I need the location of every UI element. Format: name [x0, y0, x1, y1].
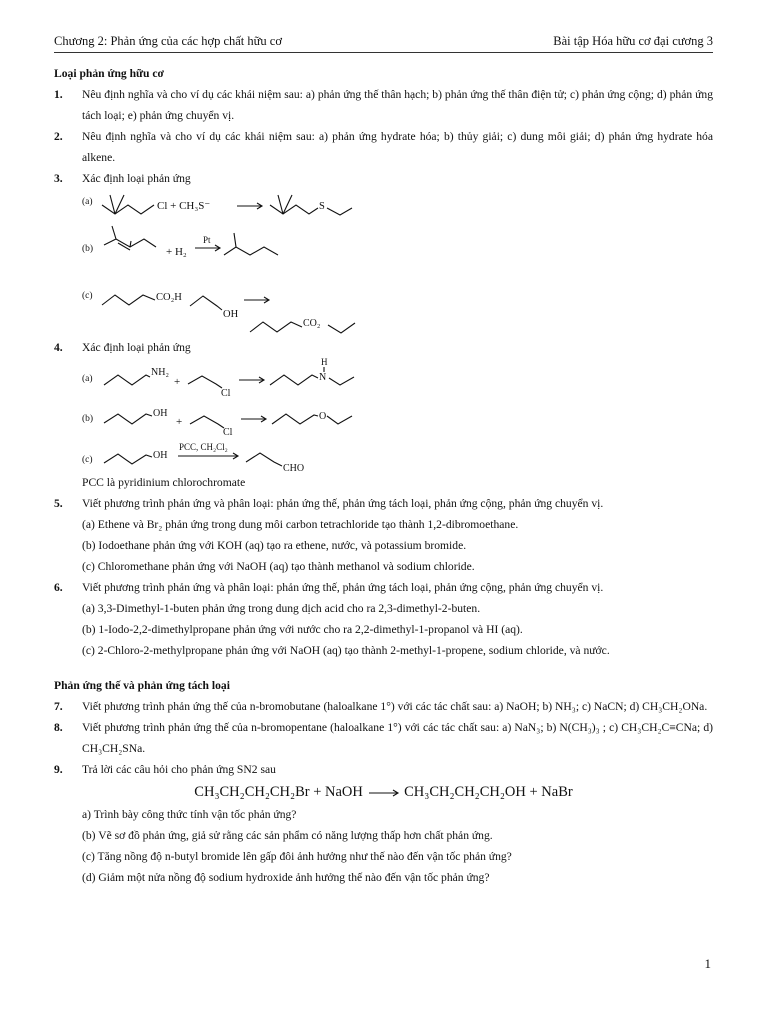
scheme-3b-alkane: [224, 247, 278, 255]
section-title-reaction-types: Loại phản ứng hữu cơ: [54, 67, 164, 80]
scheme-4b-chloride: [190, 416, 224, 428]
scheme-4b-oxygen: O: [319, 411, 327, 422]
header-course: Bài tập Hóa hữu cơ đại cương 3: [553, 34, 713, 48]
question-6: [54, 577, 713, 598]
scheme-3c-acid-group: CO₂H: [156, 292, 182, 303]
scheme-4b-chlorine: Cl: [223, 427, 233, 438]
scheme-4b-hydroxyl: OH: [153, 408, 168, 419]
question-number: 8.: [54, 721, 63, 734]
scheme-3c-ester-group: CO₂: [303, 318, 321, 329]
question-8: [54, 717, 713, 759]
scheme-3b-catalyst: Pt: [203, 235, 211, 245]
scheme-4b-ether: [272, 414, 318, 424]
document-body: [54, 63, 713, 888]
scheme-3b-label: (b): [82, 244, 94, 254]
pcc-note: PCC là pyridinium chlorochromate: [82, 476, 246, 489]
question-9: [54, 759, 713, 780]
equation-arrow: [367, 788, 401, 798]
question-text: Viết phương trình phản ứng thế của n-bromopentane (haloalkane 1°) với các tác chất sau: a) NaN₃; b) N(CH₃)₃ ; c) CH₃CH₂C≡CNa; d) CH₃CH₂SNa.: [82, 721, 713, 755]
question-number: 2.: [54, 130, 63, 143]
reaction-scheme-3-drawing: [82, 189, 382, 337]
question-6-part-c: (c) 2-Chloro-2-methylpropane phản ứng với NaOH (aq) tạo thành 2-methyl-1-propene, sodium chloride, và nước.: [82, 644, 610, 657]
equation-reactants: CH₃CH₂CH₂CH₂Br + NaOH: [194, 784, 363, 800]
question-7: [54, 696, 713, 717]
scheme-4a-amine: [104, 375, 150, 385]
question-2: [54, 126, 713, 168]
question-number: 9.: [54, 763, 63, 776]
scheme-3a-sulfur: S: [319, 201, 325, 212]
question-1: [54, 84, 713, 126]
scheme-4a-plus: +: [174, 376, 181, 388]
page-header: [54, 34, 713, 53]
scheme-4c-alcohol: [104, 454, 152, 464]
question-6-part-b: (b) 1-Iodo-2,2-dimethylpropane phản ứng với nước cho ra 2,2-dimethyl-1-propanol và HI (aq).: [82, 623, 523, 636]
question-number: 3.: [54, 172, 63, 185]
question-text: Nêu định nghĩa và cho ví dụ các khái niệm sau: a) phản ứng hydrate hóa; b) thủy giải; c) dung môi giải; d) phản ứng hydrate hóa alkene.: [82, 130, 713, 164]
scheme-4a-chlorine: Cl: [221, 388, 231, 399]
question-number: 6.: [54, 581, 63, 594]
scheme-4b-label: (b): [82, 414, 94, 424]
scheme-4a-nitrogen: N: [319, 372, 327, 383]
scheme-3c-acid: [102, 295, 155, 305]
question-9-part-d: (d) Giảm một nửa nồng độ sodium hydroxide ảnh hưởng thế nào đến vận tốc phản ứng?: [82, 871, 490, 884]
scheme-4a-amino: NH₂: [151, 367, 169, 378]
question-text: Trả lời các câu hỏi cho phản ứng SN2 sau: [82, 763, 276, 776]
question-9-part-c: (c) Tăng nồng độ n-butyl bromide lên gấp đôi ảnh hưởng như thế nào đến vận tốc phản ứng?: [82, 850, 512, 863]
question-5-part-c: (c) Chloromethane phản ứng với NaOH (aq) tạo thành methanol và sodium chloride.: [82, 560, 475, 573]
question-5: [54, 493, 713, 514]
question-4: [54, 337, 713, 358]
scheme-4b-alcohol: [104, 414, 152, 424]
question-text: Viết phương trình phản ứng và phân loại: phản ứng thế, phản ứng tách loại, phản ứng cộng, phản ứng chuyển vị.: [82, 497, 604, 510]
question-5-part-b: (b) Iodoethane phản ứng với KOH (aq) tạo ra ethene, nước, và potassium bromide.: [82, 539, 467, 552]
scheme-4a-label: (a): [82, 374, 93, 384]
scheme-3c-ester: [250, 322, 302, 332]
scheme-4b-plus: +: [176, 416, 183, 428]
header-chapter: Chương 2: Phản ứng của các hợp chất hữu cơ: [54, 34, 282, 48]
question-text: Viết phương trình phản ứng và phân loại: phản ứng thế, phản ứng tách loại, phản ứng cộng, phản ứng chuyển vị.: [82, 581, 604, 594]
scheme-3c-label: (c): [82, 291, 93, 301]
question-text: Nêu định nghĩa và cho ví dụ các khái niệm sau: a) phản ứng thế thân hạch; b) phản ứng thế thân điện tử; c) phản ứng cộng; d) phản ứng tách loại; e) phản ứng chuyển vị.: [82, 88, 713, 122]
question-text: Viết phương trình phản ứng thế của n-bromobutane (haloalkane 1°) với các tác chất sau: a) NaOH; b) NH₃; c) NaCN; d) CH₃CH₂ONa.: [82, 700, 708, 713]
question-number: 5.: [54, 497, 63, 510]
scheme-3a-reactant: [102, 205, 154, 214]
question-9-part-a: a) Trình bày công thức tính vận tốc phản ứng?: [82, 808, 297, 821]
equation-products: CH₃CH₂CH₂CH₂OH + NaBr: [404, 784, 573, 800]
question-number: 1.: [54, 88, 63, 101]
reaction-scheme-4-drawing: [82, 358, 382, 472]
question-3: [54, 168, 713, 189]
scheme-3a-product: [270, 205, 318, 214]
scheme-3a-label: (a): [82, 197, 93, 207]
scheme-4c-aldehyde: [246, 453, 282, 466]
question-number: 7.: [54, 700, 63, 713]
scheme-4c-formyl: CHO: [283, 463, 305, 472]
scheme-3b-reagent: + H₂: [166, 246, 187, 258]
scheme-4c-label: (c): [82, 455, 93, 465]
scheme-3c-alcohol: [190, 296, 222, 310]
question-5-part-a: (a) Ethene và Br₂ phản ứng trong dung môi carbon tetrachloride tạo thành 1,2-dibromoethane.: [82, 518, 519, 531]
section-title-substitution-elimination: Phản ứng thế và phản ứng tách loại: [54, 679, 230, 692]
scheme-4a-product: [270, 375, 318, 385]
reaction-scheme-4: [54, 358, 713, 472]
question-9-part-b: (b) Vẽ sơ đồ phản ứng, giả sử rằng các sản phẩm có năng lượng thấp hơn chất phản ứng.: [82, 829, 493, 842]
scheme-4c-hydroxyl: OH: [153, 450, 168, 461]
question-text: Xác định loại phản ứng: [82, 341, 191, 354]
scheme-4c-reagent: PCC, CH₂Cl₂: [179, 442, 228, 452]
scheme-3a-reagents: Cl + CH₃S⁻: [157, 200, 211, 212]
question-6-part-a: (a) 3,3-Dimethyl-1-buten phản ứng trong dung dịch acid cho ra 2,3-dimethyl-2-buten.: [82, 602, 481, 615]
scheme-4a-hydrogen: H: [321, 358, 328, 367]
sn2-equation: [54, 781, 713, 803]
page-number: 1: [704, 956, 711, 971]
reaction-scheme-3: [54, 189, 713, 337]
question-text: Xác định loại phản ứng: [82, 172, 191, 185]
scheme-4a-chloride: [188, 376, 222, 388]
scheme-3c-hydroxyl: OH: [223, 309, 239, 320]
question-number: 4.: [54, 341, 63, 354]
